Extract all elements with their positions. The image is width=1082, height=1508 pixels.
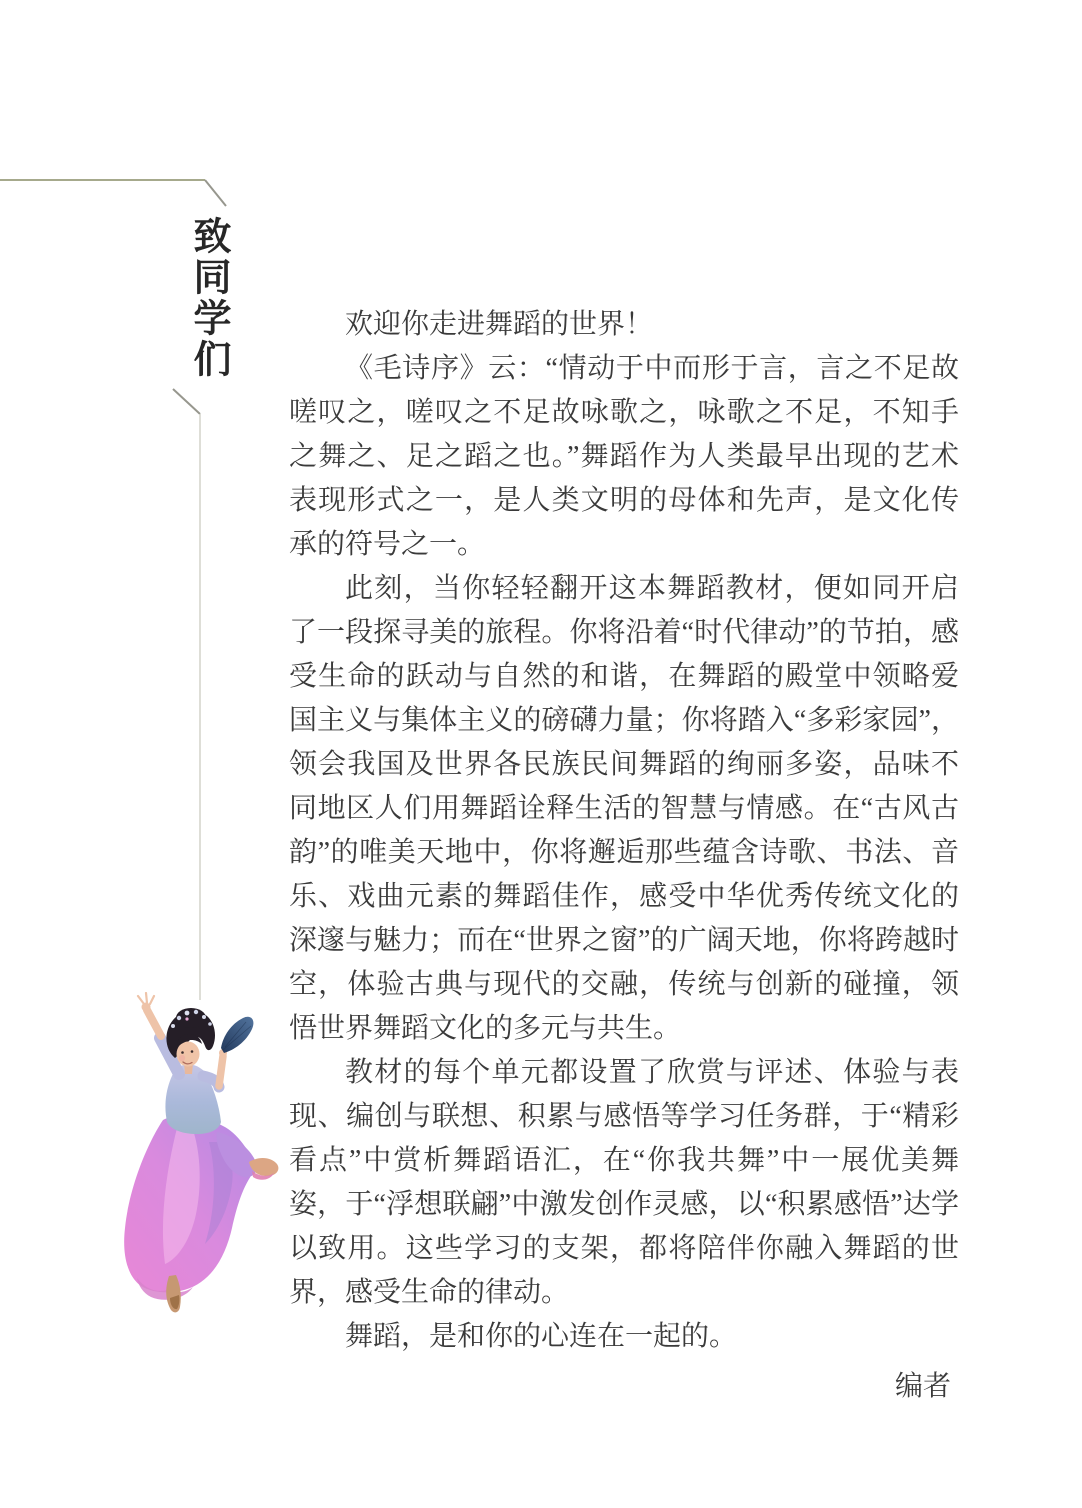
paragraph-units-overview: 此刻，当你轻轻翻开这本舞蹈教材，便如同开启了一段探寻美的旅程。你将沿着“时代律动”的节拍，感受生命的跃动与自然的和谐，在舞蹈的殿堂中领略爱国主义与集体主义的磅礴力量；你将踏入“多彩家园”，领会我国及世界各民族民间舞蹈的绚丽多姿，品味不同地区人们用舞蹈诠释生活的智慧与情感。在“古风古韵”的唯美天地中，你将邂逅那些蕴含诗歌、书法、音乐、戏曲元素的舞蹈佳作，感受中华优秀传统文化的深邃与魅力；而在“世界之窗”的广阔天地，你将跨越时空，体验古典与现代的交融，传统与创新的碰撞，领悟世界舞蹈文化的多元与共生。: [289, 573, 959, 1044]
dancer-face: [177, 1042, 200, 1067]
title-frame-top-line: [0, 168, 250, 218]
dancer-photo: [113, 992, 291, 1317]
title-frame-hanging-line: [158, 380, 218, 1005]
paragraph-closing: 舞蹈，是和你的心连在一起的。: [345, 1321, 738, 1352]
paragraph-maoshixu: 《毛诗序》云：“情动于中而形于言，言之不足故嗟叹之，嗟叹之不足故咏歌之，咏歌之不足，不知手之舞之、足之蹈之也。”舞蹈作为人类最早出现的艺术表现形式之一，是人类文明的母体和先声，是文化传承的符号之一。: [289, 353, 959, 560]
preface-body: [289, 303, 959, 1409]
editor-signature: 编者: [894, 1371, 951, 1402]
page-title: 致同学们: [187, 216, 229, 380]
paragraph-task-groups: 教材的每个单元都设置了欣赏与评述、体验与表现、编创与联想、积累与感悟等学习任务群，于“精彩看点”中赏析舞蹈语汇，在“你我共舞”中一展优美舞姿，于“浮想联翩”中激发创作灵感，以“积累感悟”达学以致用。这些学习的支架，都将陪伴你融入舞蹈的世界，感受生命的律动。: [289, 1057, 959, 1308]
paragraph-welcome: 欢迎你走进舞蹈的世界！: [345, 309, 654, 340]
